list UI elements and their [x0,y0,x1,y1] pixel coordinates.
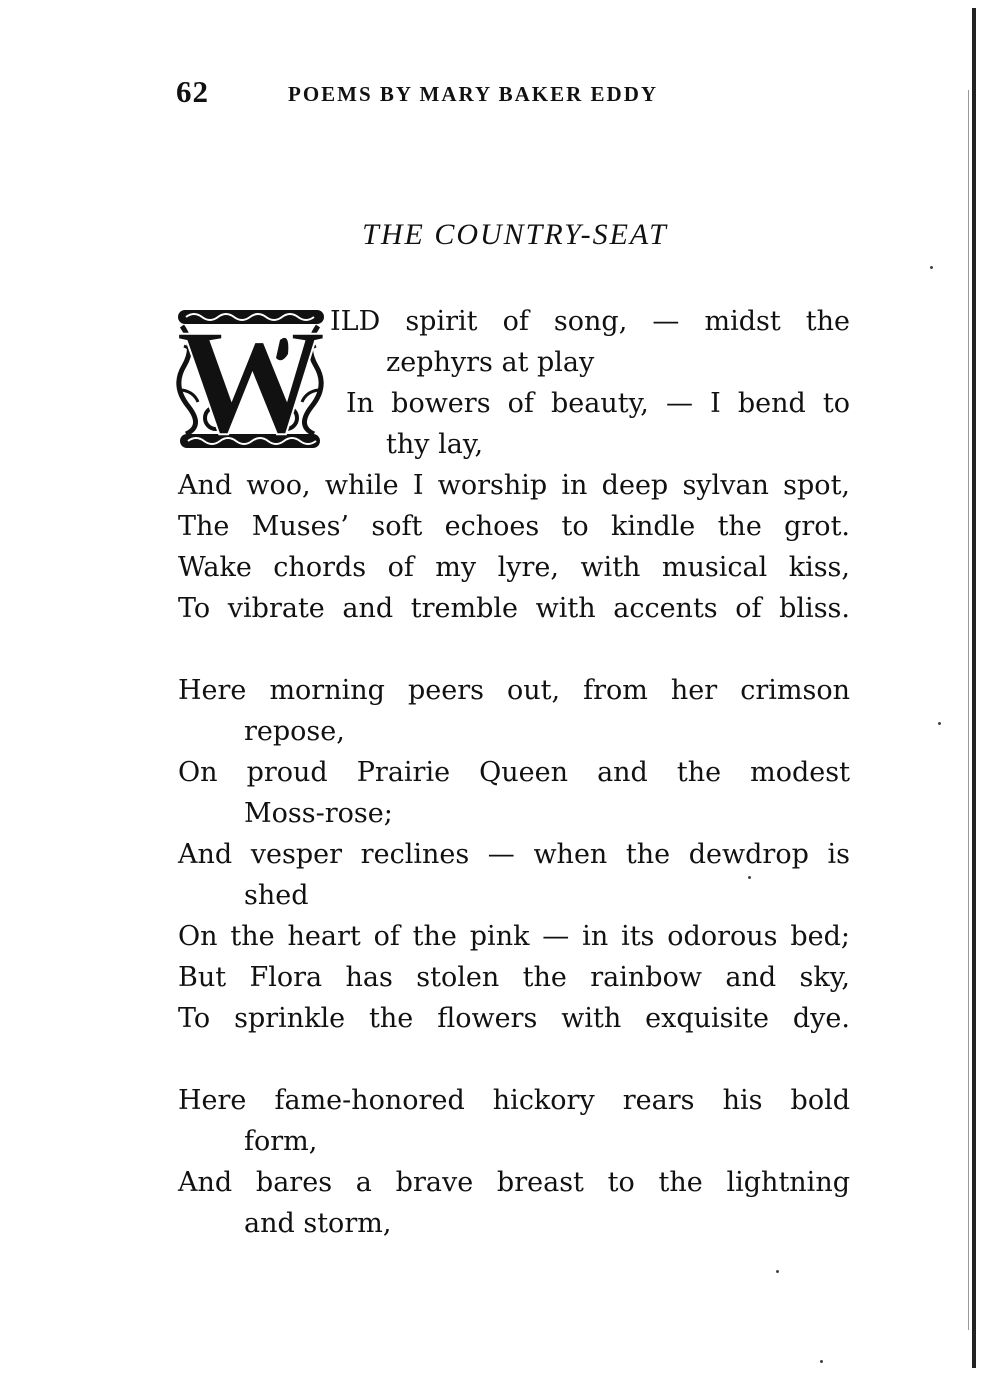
poem-line: To sprinkle the flowers with exquisite dye. [178,1003,850,1034]
poem-line: zephyrs at play [386,347,595,378]
poem-line: Moss-rose; [244,798,393,829]
drop-cap-letter: W [176,306,326,452]
poem-line: Wake chords of my lyre, with musical kiss, [178,552,850,583]
poem-line: To vibrate and tremble with accents of bliss. [178,593,850,624]
poem-line: and storm, [244,1208,392,1239]
poem-line: And vesper reclines — when the dewdrop is [178,839,850,870]
poem-line: repose, [244,716,345,747]
poem-line: Here morning peers out, from her crimson [178,675,850,706]
poem-line: In bowers of beauty, — I bend to [346,388,850,419]
scan-speck [938,722,941,725]
poem-line: On proud Prairie Queen and the modest [178,757,850,788]
poem-line: The Muses’ soft echoes to kindle the grot. [178,511,850,542]
page-number: 62 [176,74,209,109]
page-edge-line [968,90,969,1330]
page-header [176,74,796,114]
poem-line: Here fame-honored hickory rears his bold [178,1085,850,1116]
poem-line: But Flora has stolen the rainbow and sky, [178,962,850,993]
scan-speck [820,1360,823,1363]
poem-line: ILD spirit of song, — midst the [330,306,850,337]
poem-line: thy lay, [386,429,484,460]
poem-line: shed [244,880,309,911]
poem-title: THE COUNTRY-SEAT [362,218,668,251]
scan-speck [776,1270,779,1273]
poem-line: On the heart of the pink — in its odorous bed; [178,921,850,952]
running-title: POEMS BY MARY BAKER EDDY [288,82,659,106]
poem-line: And woo, while I worship in deep sylvan spot, [178,470,850,501]
page-edge-shadow [972,8,976,1368]
poem-line: And bares a brave breast to the lightning [178,1167,850,1198]
poem-line: form, [244,1126,318,1157]
drop-cap-ornament-icon [176,306,326,452]
scan-speck [748,876,751,879]
scan-speck [930,266,933,269]
